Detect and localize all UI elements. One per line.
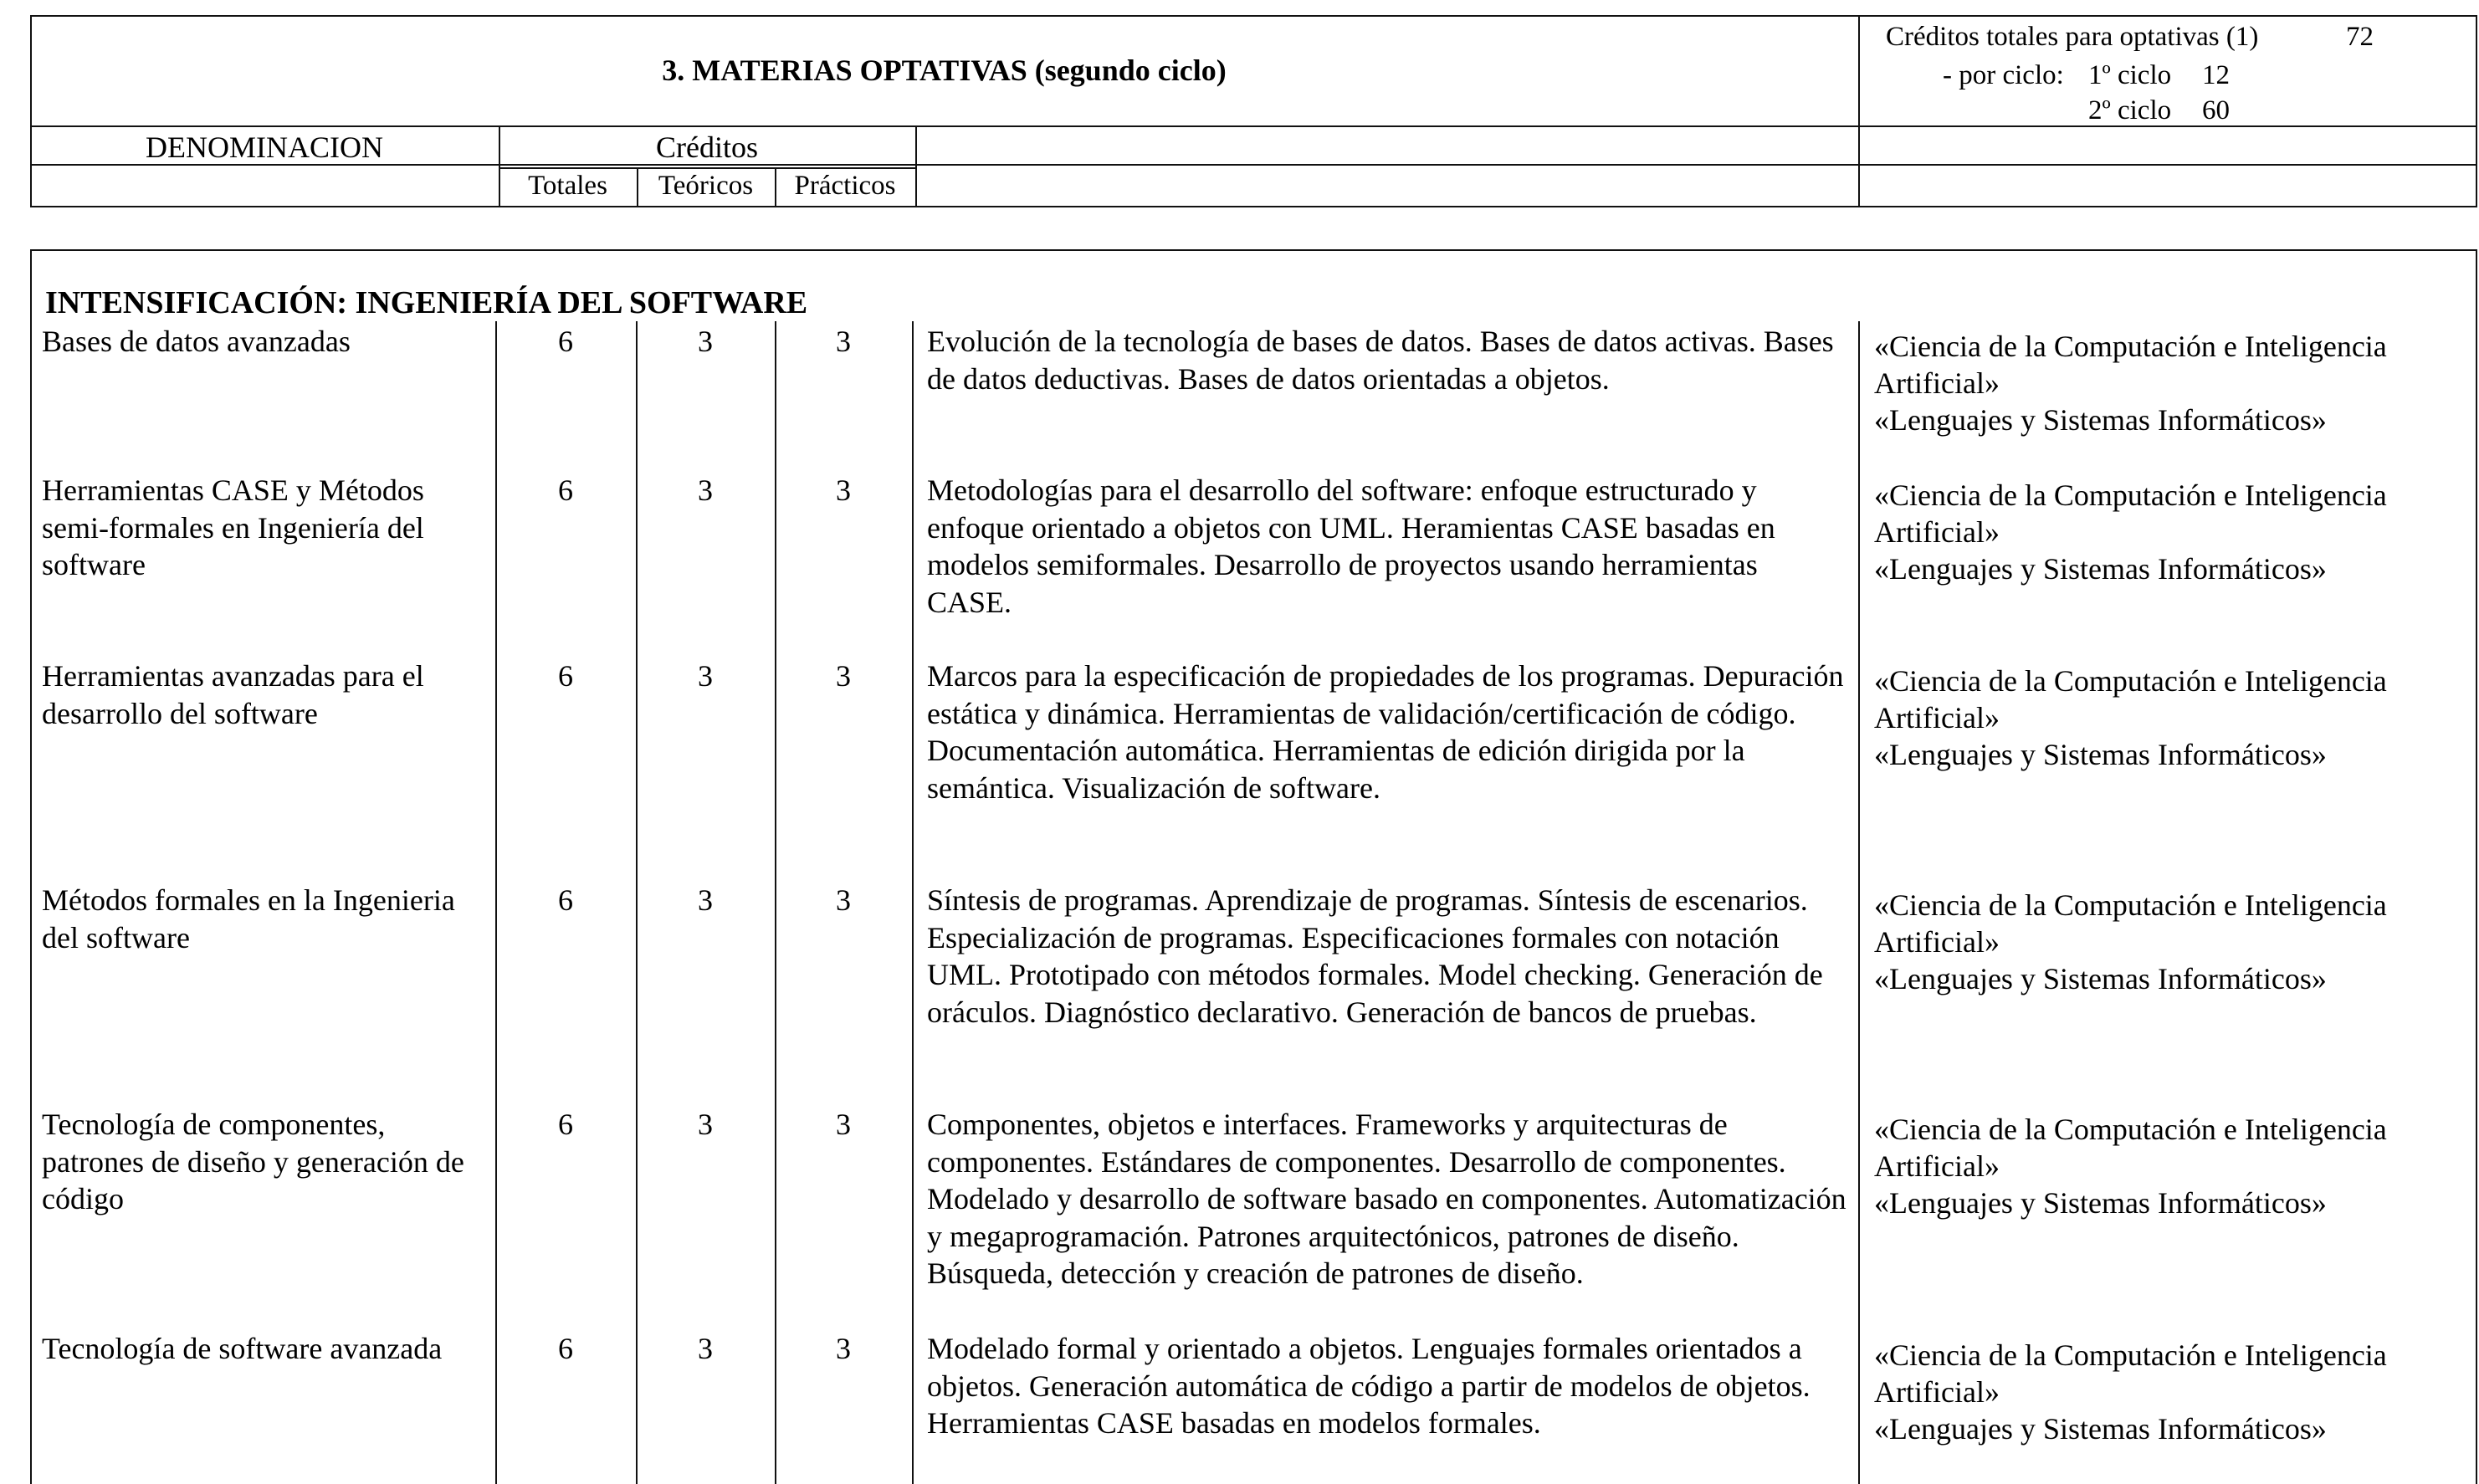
credits-teoricos: 3	[698, 1332, 713, 1365]
credits-practicos: 3	[836, 659, 851, 693]
areas-line-2: Artificial»	[1874, 515, 2000, 549]
column-denominacion: DENOMINACION	[146, 130, 383, 164]
per-cycle-label: - por ciclo:	[1943, 60, 2064, 90]
subject-description: Evolución de la tecnología de bases de datos. Bases de datos activas. Bases de datos deductivas. Bases de datos orientadas a objetos.	[927, 325, 1834, 396]
subject-name: Tecnología de componentes, patrones de diseño y generación de código	[42, 1108, 464, 1215]
credits-totales: 6	[558, 1108, 573, 1141]
credits-totales: 6	[558, 473, 573, 507]
subject-description: Marcos para la especificación de propiedades de los programas. Depuración estática y dinámica. Herramientas de validación/certificación de código. Documentación automática. Herramientas de edición dirigida por la semántica. Visualización de software.	[927, 659, 1844, 805]
areas-line-1: «Ciencia de la Computación e Inteligencia	[1874, 888, 2387, 922]
credits-practicos: 3	[836, 1332, 851, 1365]
cycle2-value: 60	[2202, 95, 2230, 125]
cycle2-label: 2º ciclo	[2088, 95, 2172, 125]
subject-description: Componentes, objetos e interfaces. Frameworks y arquitecturas de componentes. Estándares de componentes. Desarrollo de componentes. Modelado y desarrollo de software basado en componentes. Automatización y megaprogramación. Patrones arquitectónicos, patrones de diseño. Búsqueda, detección y creación de patrones de diseño.	[927, 1108, 1846, 1290]
areas-line-3: «Lenguajes y Sistemas Informáticos»	[1874, 962, 2327, 995]
section-title: INTENSIFICACIÓN: INGENIERÍA DEL SOFTWARE	[45, 285, 808, 320]
credits-totales: 6	[558, 325, 573, 358]
credits-teoricos: 3	[698, 883, 713, 917]
page-title: 3. MATERIAS OPTATIVAS (segundo ciclo)	[662, 54, 1227, 87]
areas-line-3: «Lenguajes y Sistemas Informáticos»	[1874, 403, 2327, 437]
credits-practicos: 3	[836, 883, 851, 917]
subject-name: Métodos formales en la Ingenieria del software	[42, 883, 455, 954]
subject-name: Tecnología de software avanzada	[42, 1332, 443, 1365]
subject-description: Metodologías para el desarrollo del software: enfoque estructurado y enfoque orientado a objetos con UML. Heramientas CASE basadas en modelos semiformales. Desarrollo de proyectos usando herramientas CASE.	[927, 473, 1775, 619]
areas-line-1: «Ciencia de la Computación e Inteligencia	[1874, 330, 2387, 363]
column-creditos: Créditos	[656, 130, 758, 164]
areas-line-2: Artificial»	[1874, 1375, 2000, 1409]
areas-line-2: Artificial»	[1874, 1149, 2000, 1183]
areas-line-1: «Ciencia de la Computación e Inteligencia	[1874, 1113, 2387, 1146]
column-teoricos: Teóricos	[658, 171, 754, 201]
areas-line-1: «Ciencia de la Computación e Inteligencia	[1874, 1338, 2387, 1372]
column-practicos: Prácticos	[794, 171, 896, 201]
credits-totales: 6	[558, 883, 573, 917]
credits-totales: 6	[558, 1332, 573, 1365]
subject-name: Herramientas avanzadas para el desarrollo del software	[42, 659, 424, 730]
areas-line-1: «Ciencia de la Computación e Inteligencia	[1874, 478, 2387, 512]
credits-teoricos: 3	[698, 659, 713, 693]
areas-line-2: Artificial»	[1874, 366, 2000, 400]
credits-practicos: 3	[836, 1108, 851, 1141]
column-totales: Totales	[528, 171, 607, 201]
cycle1-label: 1º ciclo	[2088, 60, 2172, 90]
credits-totales: 6	[558, 659, 573, 693]
areas-line-2: Artificial»	[1874, 925, 2000, 959]
subject-name: Herramientas CASE y Métodos semi-formales en Ingeniería del software	[42, 473, 424, 581]
credits-total-value: 72	[2346, 22, 2374, 52]
areas-line-1: «Ciencia de la Computación e Inteligencia	[1874, 664, 2387, 698]
areas-line-2: Artificial»	[1874, 701, 2000, 734]
subject-name: Bases de datos avanzadas	[42, 325, 351, 358]
areas-line-3: «Lenguajes y Sistemas Informáticos»	[1874, 1186, 2327, 1220]
areas-line-3: «Lenguajes y Sistemas Informáticos»	[1874, 1412, 2327, 1446]
credits-practicos: 3	[836, 325, 851, 358]
areas-line-3: «Lenguajes y Sistemas Informáticos»	[1874, 738, 2327, 771]
cycle1-value: 12	[2202, 60, 2230, 90]
credits-teoricos: 3	[698, 473, 713, 507]
areas-line-3: «Lenguajes y Sistemas Informáticos»	[1874, 552, 2327, 586]
credits-teoricos: 3	[698, 1108, 713, 1141]
credits-total-label: Créditos totales para optativas (1)	[1886, 22, 2259, 52]
subject-description: Síntesis de programas. Aprendizaje de programas. Síntesis de escenarios. Especialización de programas. Especificaciones formales con notación UML. Prototipado con métodos formales. Model checking. Generación de oráculos. Diagnóstico declarativo. Generación de bancos de pruebas.	[927, 883, 1823, 1029]
subject-description: Modelado formal y orientado a objetos. Lenguajes formales orientados a objetos. Generación automática de código a partir de modelos de objetos. Herramientas CASE basadas en modelos formales.	[927, 1332, 1811, 1440]
credits-practicos: 3	[836, 473, 851, 507]
credits-teoricos: 3	[698, 325, 713, 358]
